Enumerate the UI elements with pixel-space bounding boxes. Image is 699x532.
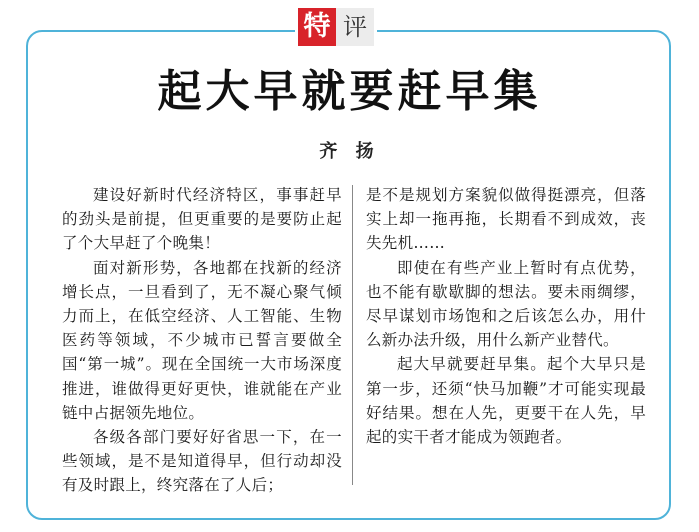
text-column-left (62, 183, 342, 498)
paragraph-1: 建设好新时代经济特区，事事赶早的劲头是前提，但更重要的是要防止起了个大早赶了个晚集！ (62, 186, 342, 253)
article-title: 起大早就要赶早集 (157, 66, 542, 117)
paragraph-2: 面对新形势，各地都在找新的经济增长点，一旦看到了，无不凝心聚气倾力而上，在低空经济、人工智能、生物医药等领域，不少城市已誓言要做全国“第一城”。现在全国统一大市场深度推进，谁做得更好更快，谁就能在产业链中占据领先地位。 (62, 258, 342, 422)
badge-main-char: 特 (298, 8, 336, 46)
badge-sub-char: 评 (336, 8, 374, 46)
paragraph-3: 各级各部门要好好省思一下，在一些领域，是不是知道得早，但行动却没有及时跟上，终究落在了人后； (62, 428, 342, 495)
column-divider (352, 185, 353, 485)
paragraph-3-continued: 是不是规划方案貌似做得挺漂亮，但落实上却一拖再拖，长期看不到成效，丧失先机…… (366, 186, 646, 253)
text-column-right (366, 183, 646, 449)
paragraph-5: 起大早就要赶早集。起个大早只是第一步，还须“快马加鞭”才可能实现最好结果。想在人先，更要干在人先，早起的实干者才能成为领跑者。 (366, 355, 646, 447)
column-badge (295, 8, 377, 46)
paragraph-4: 即使在有些产业上暂时有点优势，也不能有歇歇脚的想法。要未雨绸缪，尽早谋划市场饱和之后该怎么办，用什么新办法升级，用什么新产业替代。 (366, 258, 646, 350)
author-byline: 齐 扬 (319, 141, 380, 162)
